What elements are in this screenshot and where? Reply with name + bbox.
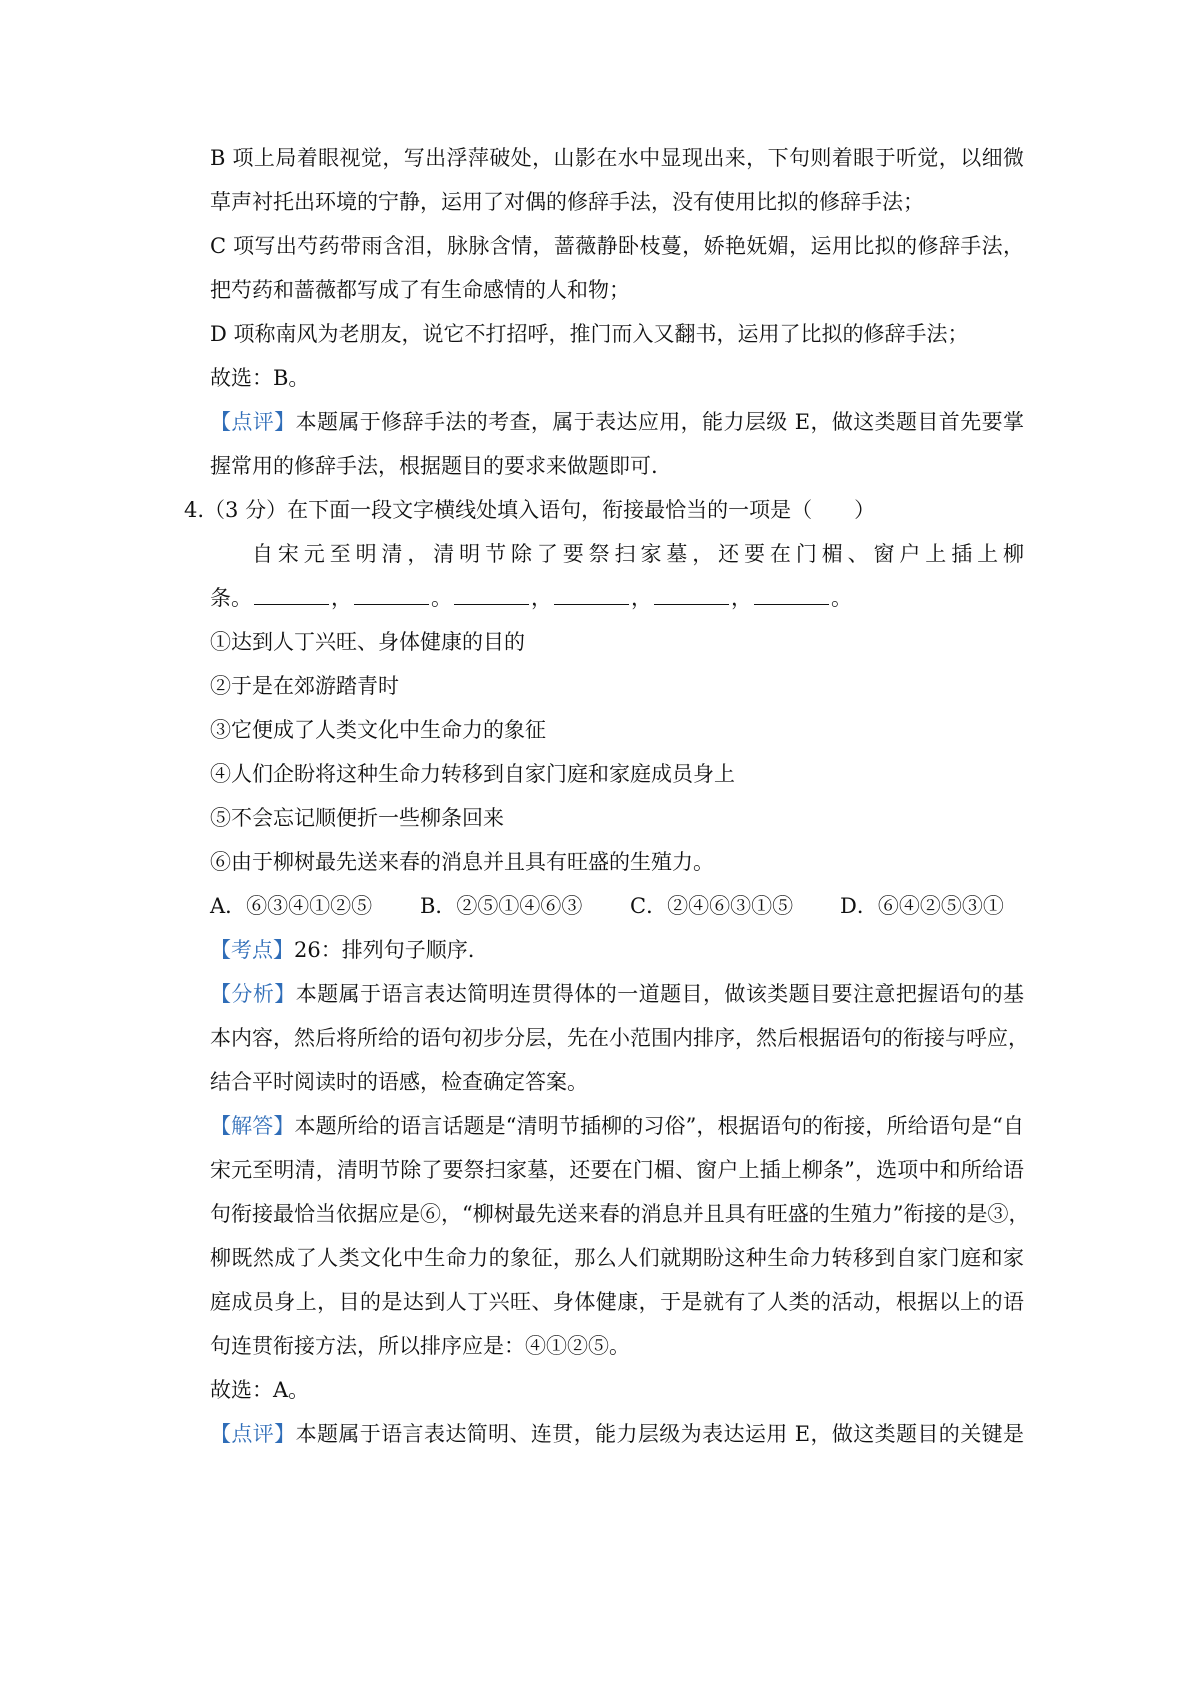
fenxi-tag: 【分析】: [210, 982, 296, 1006]
q4-comment-line-1: [210, 1419, 1024, 1449]
answer-blank-4[interactable]: [554, 584, 629, 605]
jieda-tag: 【解答】: [210, 1114, 295, 1138]
answer-blank-6[interactable]: [754, 584, 829, 605]
answer-blank-3[interactable]: [454, 584, 529, 605]
option-d[interactable]: D．⑥④②⑤③①: [840, 894, 1004, 918]
kaodian-text: 26：排列句子顺序.: [294, 938, 475, 962]
sentence-5: ⑤不会忘记顺便折一些柳条回来: [210, 806, 504, 830]
kaodian-tag: 【考点】: [210, 938, 294, 962]
q4-answer-choice: 故选：A。: [210, 1378, 310, 1402]
sentence-2: ②于是在郊游踏青时: [210, 674, 399, 698]
q3-comment-text-1: 本题属于修辞手法的考查，属于表达应用，能力层级 E，做这类题目首先要掌: [295, 410, 1024, 434]
option-b[interactable]: B．②⑤①④⑥③: [420, 894, 583, 918]
passage-prefix: 条。: [210, 586, 252, 610]
answer-blank-2[interactable]: [354, 584, 429, 605]
jieda-line-6: 句连贯衔接方法，所以排序应是：④①②⑤。: [210, 1334, 630, 1358]
question-4-stem: 4.（3 分）在下面一段文字横线处填入语句，衔接最恰当的一项是（ ）: [184, 498, 876, 522]
analysis-b-line-1: B 项上局着眼视觉，写出浮萍破处，山影在水中显现出来，下句则着眼于听觉，以细微: [210, 146, 1024, 170]
sentence-1: ①达到人丁兴旺、身体健康的目的: [210, 630, 525, 654]
q3-answer-choice: 故选：B。: [210, 366, 310, 390]
passage-sep-2: 。: [431, 586, 452, 610]
passage-sep-4: ，: [631, 586, 652, 610]
sentence-6: ⑥由于柳树最先送来春的消息并且具有旺盛的生殖力。: [210, 850, 714, 874]
jieda-line-1: [210, 1111, 1024, 1141]
kaodian-line: [210, 935, 474, 965]
jieda-line-2: 宋元至明清，清明节除了要祭扫家墓，还要在门楣、窗户上插上柳条”，选项中和所给语: [210, 1158, 1024, 1182]
passage-sep-5: ，: [731, 586, 752, 610]
fenxi-text-1: 本题属于语言表达简明连贯得体的一道题目，做该类题目要注意把握语句的基: [295, 982, 1025, 1006]
question-4-passage-line-1: 自宋元至明清，清明节除了要祭扫家墓，还要在门楣、窗户上插上柳: [252, 542, 1024, 566]
fenxi-line-2: 本内容，然后将所给的语句初步分层，先在小范围内排序，然后根据语句的衔接与呼应，: [210, 1026, 1029, 1050]
q4-comment-tag: 【点评】: [210, 1422, 296, 1446]
q3-comment-line-1: [210, 407, 1024, 437]
analysis-c-line-1: C 项写出芍药带雨含泪，脉脉含情，蔷薇静卧枝蔓，娇艳妩媚，运用比拟的修辞手法，: [210, 234, 1024, 258]
jieda-line-4: 柳既然成了人类文化中生命力的象征，那么人们就期盼这种生命力转移到自家门庭和家: [210, 1246, 1024, 1270]
sentence-4: ④人们企盼将这种生命力转移到自家门庭和家庭成员身上: [210, 762, 735, 786]
answer-blank-1[interactable]: [254, 584, 329, 605]
q3-comment-line-2: 握常用的修辞手法，根据题目的要求来做题即可.: [210, 454, 658, 478]
analysis-c-line-2: 把芍药和蔷薇都写成了有生命感情的人和物；: [210, 278, 630, 302]
passage-sep-1: ，: [331, 586, 352, 610]
sentence-3: ③它便成了人类文化中生命力的象征: [210, 718, 546, 742]
option-a[interactable]: A．⑥③④①②⑤: [210, 894, 373, 918]
answer-blank-5[interactable]: [654, 584, 729, 605]
analysis-b-line-2: 草声衬托出环境的宁静，运用了对偶的修辞手法，没有使用比拟的修辞手法；: [210, 190, 924, 214]
fenxi-line-1: [210, 979, 1024, 1009]
question-4-passage-line-2: [210, 583, 852, 613]
jieda-text-1: 本题所给的语言话题是“清明节插柳的习俗”，根据语句的衔接，所给语句是“自: [294, 1114, 1024, 1138]
q4-comment-text-1: 本题属于语言表达简明、连贯，能力层级为表达运用 E，做这类题目的关键是: [295, 1422, 1024, 1446]
analysis-d-line-1: D 项称南风为老朋友，说它不打招呼，推门而入又翻书，运用了比拟的修辞手法；: [210, 322, 969, 346]
passage-sep-6: 。: [831, 586, 852, 610]
jieda-line-3: 句衔接最恰当依据应是⑥，“柳树最先送来春的消息并且具有旺盛的生殖力”衔接的是③，: [210, 1202, 1030, 1226]
q3-comment-tag: 【点评】: [210, 410, 296, 434]
passage-sep-3: ，: [531, 586, 552, 610]
fenxi-line-3: 结合平时阅读时的语感，检查确定答案。: [210, 1070, 588, 1094]
answer-options: [210, 891, 1004, 921]
option-c[interactable]: C．②④⑥③①⑤: [630, 894, 794, 918]
jieda-line-5: 庭成员身上，目的是达到人丁兴旺、身体健康，于是就有了人类的活动，根据以上的语: [210, 1290, 1024, 1314]
